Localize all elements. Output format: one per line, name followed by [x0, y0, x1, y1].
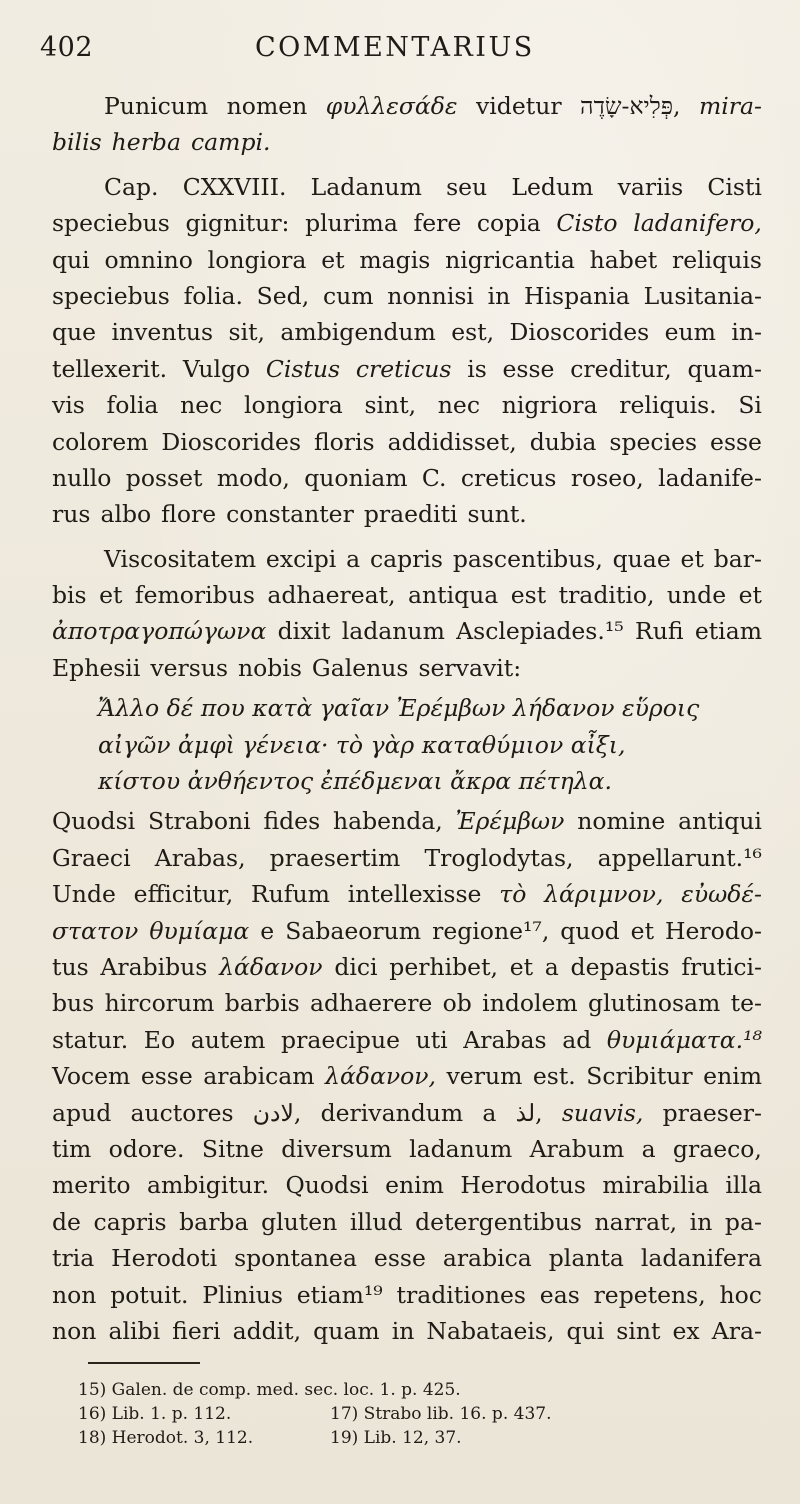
text-line: [52, 949, 762, 985]
word: enim: [385, 1171, 444, 1200]
word: Hispania: [524, 281, 630, 310]
word: لذ,: [515, 1098, 543, 1127]
word: bar-: [713, 544, 762, 573]
word: bis: [52, 581, 87, 610]
word: adhaereat,: [267, 581, 396, 610]
word: Sabaeorum: [285, 916, 422, 945]
text-line: [52, 1095, 762, 1131]
word: suavis,: [561, 1098, 644, 1127]
word: capris: [369, 544, 443, 573]
word: non: [52, 1280, 97, 1309]
word: Cistus: [265, 354, 341, 383]
word: illa: [725, 1171, 762, 1200]
word: nobis: [238, 653, 302, 682]
word: antiqua: [408, 581, 499, 610]
word: copia: [476, 209, 541, 238]
word: mirabilia: [602, 1171, 709, 1200]
word: repetens,: [593, 1280, 706, 1309]
word: Quodsi: [52, 807, 136, 836]
text-line: [52, 169, 762, 205]
word: nigriora: [501, 391, 598, 420]
text-line: [52, 1131, 762, 1167]
word: uti: [415, 1025, 448, 1054]
word: magis: [359, 245, 431, 274]
word: tria: [52, 1244, 95, 1273]
word: Ephesii: [52, 653, 141, 682]
word: ladanum: [409, 1134, 513, 1163]
word: intellexisse: [347, 880, 482, 909]
footnote: 16) Lib. 1. p. 112.: [78, 1404, 232, 1424]
word: praediti: [363, 500, 458, 529]
word: sit,: [228, 318, 266, 347]
word: θυμίαμα: [149, 916, 250, 945]
word: ob: [442, 989, 472, 1018]
text-line: [52, 314, 762, 350]
word: seu: [446, 172, 488, 201]
word: femoribus: [134, 581, 255, 610]
word: Viscositatem: [104, 544, 257, 573]
word: ambigendum: [280, 318, 436, 347]
word: species: [609, 427, 698, 456]
text-line: [52, 1022, 762, 1058]
text-line: [52, 242, 762, 278]
word: Herodoti: [111, 1244, 218, 1273]
word: traditio,: [558, 581, 655, 610]
word: פְּלִיא-שָׂדֶה,: [580, 92, 681, 120]
text-line: [52, 1313, 762, 1349]
text-line: [52, 876, 762, 912]
word: verum: [446, 1062, 523, 1091]
word: capris: [93, 1207, 167, 1236]
word: Graeci: [52, 843, 131, 872]
word: لادن,: [252, 1098, 302, 1127]
word: Quodsi: [285, 1171, 369, 1200]
word: appellarunt.¹⁶: [597, 843, 762, 872]
page-number: 402: [40, 32, 94, 63]
text-line: [52, 124, 762, 160]
word: auctores: [130, 1098, 234, 1127]
word: in: [689, 1207, 713, 1236]
word: sint: [616, 1316, 661, 1345]
word: merito: [52, 1171, 131, 1200]
word: Arabas: [463, 1025, 547, 1054]
word: cum: [322, 281, 374, 310]
word: herba: [111, 128, 181, 157]
word: longiora: [244, 391, 343, 420]
word: bus: [52, 989, 95, 1018]
word: servavit:: [418, 653, 522, 682]
word: nec: [437, 391, 481, 420]
word: roseo,: [570, 463, 644, 492]
word: ladanife-: [658, 463, 762, 492]
word: eas: [539, 1280, 580, 1309]
text-line: [52, 1058, 762, 1094]
footnote-rule: [88, 1362, 200, 1364]
word: bilis: [52, 128, 102, 157]
word: posset: [125, 463, 203, 492]
footnote: 15) Galen. de comp. med. sec. loc. 1. p. 425.: [78, 1380, 461, 1400]
word: is: [467, 354, 487, 383]
word: floris: [313, 427, 375, 456]
word: Ledum: [511, 172, 594, 201]
text-line: [52, 985, 762, 1021]
word: hoc: [719, 1280, 762, 1309]
word: statur.: [52, 1025, 129, 1054]
text-line: [52, 913, 762, 949]
footnote-row: [78, 1378, 758, 1402]
word: creditur,: [570, 354, 672, 383]
word: gluten: [261, 1207, 338, 1236]
body-text: [52, 88, 762, 1349]
word: ladanifera: [640, 1244, 762, 1273]
word: Herodo-: [665, 916, 762, 945]
word: albo: [100, 500, 152, 529]
verse-line: κίστου ἀνθήεντος ἐπέδμεναι ἄκρα πέτηλα.: [98, 767, 612, 796]
text-line: [52, 1167, 762, 1203]
word: Asclepiades.¹⁵: [456, 617, 624, 646]
word: Unde: [52, 880, 116, 909]
word: variis: [617, 172, 684, 201]
word: στατον: [52, 916, 139, 945]
word: dici: [334, 952, 378, 981]
word: Herodotus: [460, 1171, 586, 1200]
word: sint,: [364, 391, 417, 420]
word: Scribitur: [586, 1062, 693, 1091]
word: nec: [180, 391, 223, 420]
text-line: [52, 351, 762, 387]
word: praesertim: [269, 843, 401, 872]
word: praeser-: [662, 1098, 762, 1127]
word: mira-: [698, 92, 762, 120]
word: spontanea: [234, 1244, 357, 1273]
word: pascentibus,: [452, 544, 603, 573]
text-line: [52, 496, 762, 532]
text-line: [52, 650, 762, 686]
word: a: [544, 952, 559, 981]
word: Dioscorides: [509, 318, 650, 347]
word: excipi: [265, 544, 337, 573]
word: Rufum: [250, 880, 330, 909]
word: est.: [532, 1062, 576, 1091]
word: C.: [421, 463, 447, 492]
word: Arabibus: [100, 952, 208, 981]
word: adhaerere: [309, 989, 433, 1018]
word: quam-: [687, 354, 762, 383]
word: Galenus: [311, 653, 409, 682]
word: dixit: [277, 617, 331, 646]
word: reliquis: [671, 245, 762, 274]
word: apud: [52, 1098, 112, 1127]
page-header: [40, 32, 760, 72]
word: sunt.: [467, 500, 527, 529]
word: quam: [313, 1316, 380, 1345]
word: nomine: [577, 807, 666, 836]
word: barba: [179, 1207, 249, 1236]
word: Eo: [143, 1025, 176, 1054]
verse-quotation: [52, 690, 762, 799]
running-title: COMMENTARIUS: [255, 32, 535, 63]
paragraph-block-1: [52, 88, 762, 686]
word: antiqui: [678, 807, 762, 836]
word: qui: [52, 245, 90, 274]
word: narrat,: [594, 1207, 678, 1236]
word: λάδανον: [219, 952, 323, 981]
word: nomen: [226, 92, 308, 120]
word: odore.: [108, 1134, 185, 1163]
word: modo,: [216, 463, 290, 492]
word: flore: [161, 500, 217, 529]
word: in-: [731, 318, 762, 347]
word: esse: [710, 427, 762, 456]
word: Plinius: [202, 1280, 283, 1309]
word: hircorum: [104, 989, 215, 1018]
word: a: [346, 544, 361, 573]
word: et: [509, 952, 534, 981]
word: Cap.: [104, 172, 159, 201]
word: Vulgo: [182, 354, 251, 383]
footnote: 19) Lib. 12, 37.: [330, 1428, 462, 1448]
word: arabica: [442, 1244, 532, 1273]
word: λάριμνον,: [544, 880, 664, 909]
word: tellexerit.: [52, 354, 168, 383]
word: Sitne: [201, 1134, 264, 1163]
word: fides: [263, 807, 321, 836]
footnote-row: [78, 1426, 758, 1450]
word: de: [52, 1207, 81, 1236]
word: est,: [451, 318, 495, 347]
word: habet: [589, 245, 658, 274]
word: Cisti: [707, 172, 762, 201]
verse-line: αἰγῶν ἀμφὶ γένεια· τὸ γὰρ καταθύμιον αἶξι,: [98, 730, 626, 759]
word: et: [99, 581, 123, 610]
word: εὐωδέ-: [681, 880, 762, 909]
word: habenda,: [332, 807, 443, 836]
word: tus: [52, 952, 89, 981]
word: non: [52, 1316, 97, 1345]
word: depastis: [570, 952, 670, 981]
word: Nabataeis,: [426, 1316, 555, 1345]
word: glutinosam: [588, 989, 721, 1018]
word: Lusitania-: [643, 281, 762, 310]
word: ex: [672, 1316, 700, 1345]
word: a: [641, 1134, 656, 1163]
word: diversum: [281, 1134, 392, 1163]
word: fieri: [172, 1316, 221, 1345]
word: colorem: [52, 427, 149, 456]
word: folia.: [183, 281, 243, 310]
word: Ara-: [711, 1316, 762, 1345]
word: quod: [560, 916, 620, 945]
footnote-row: [78, 1402, 758, 1426]
word: ambigitur.: [146, 1171, 270, 1200]
word: quae: [612, 544, 671, 573]
text-line: [52, 88, 762, 124]
word: et: [321, 245, 345, 274]
word: indolem: [482, 989, 578, 1018]
text-line: [52, 803, 762, 839]
text-line: [52, 387, 762, 423]
word: quoniam: [304, 463, 408, 492]
word: folia: [106, 391, 159, 420]
word: regione¹⁷,: [432, 916, 550, 945]
word: arabicam: [203, 1062, 315, 1091]
word: traditiones: [396, 1280, 526, 1309]
word: derivandum: [320, 1098, 464, 1127]
word: enim: [703, 1062, 762, 1091]
footnote: 17) Strabo lib. 16. p. 437.: [330, 1404, 552, 1424]
word: a: [482, 1098, 497, 1127]
word: alibi: [108, 1316, 161, 1345]
word: ladanifero,: [633, 209, 762, 238]
word: esse: [502, 354, 555, 383]
word: inventus: [111, 318, 214, 347]
word: fere: [413, 209, 462, 238]
word: creticus: [460, 463, 557, 492]
word: autem: [190, 1025, 266, 1054]
word: creticus: [355, 354, 452, 383]
word: Straboni: [148, 807, 251, 836]
word: et: [680, 544, 704, 573]
word: speciebus: [52, 209, 170, 238]
word: efficitur,: [133, 880, 234, 909]
word: nonnisi: [387, 281, 474, 310]
word: τὸ: [499, 880, 527, 909]
word: Troglodytas,: [424, 843, 574, 872]
text-line: [52, 1204, 762, 1240]
word: campi.: [191, 128, 271, 157]
word: gignitur:: [185, 209, 290, 238]
word: θυμιάματα.¹⁸: [606, 1025, 762, 1054]
word: frutici-: [681, 952, 762, 981]
word: dubia: [529, 427, 597, 456]
word: addit,: [232, 1316, 302, 1345]
word: praecipue: [281, 1025, 401, 1054]
word: detergentibus: [415, 1207, 582, 1236]
word: ad: [562, 1025, 592, 1054]
word: Arabum: [529, 1134, 625, 1163]
text-line: [52, 840, 762, 876]
word: unde: [666, 581, 727, 610]
word: potuit.: [110, 1280, 189, 1309]
text-line: [52, 541, 762, 577]
word: CXXVIII.: [182, 172, 287, 201]
text-line: [52, 613, 762, 649]
text-line: [52, 205, 762, 241]
word: rus: [52, 500, 91, 529]
word: que: [52, 318, 97, 347]
word: ἀποτραγοπώγωνα: [52, 617, 267, 646]
word: tim: [52, 1134, 92, 1163]
word: Cisto: [556, 209, 618, 238]
word: in: [391, 1316, 415, 1345]
word: et: [630, 916, 655, 945]
word: addidisset,: [387, 427, 517, 456]
word: φυλλεσάδε: [325, 92, 458, 120]
footnotes: [78, 1378, 758, 1450]
word: nullo: [52, 463, 112, 492]
word: qui: [566, 1316, 605, 1345]
word: Ladanum: [310, 172, 422, 201]
word: plurima: [305, 209, 398, 238]
word: speciebus: [52, 281, 170, 310]
text-line: [52, 278, 762, 314]
paragraph-block-2: [52, 803, 762, 1349]
word: videtur: [476, 92, 562, 120]
word: Rufi: [635, 617, 684, 646]
word: planta: [548, 1244, 624, 1273]
word: pa-: [724, 1207, 762, 1236]
footnote: 18) Herodot. 3, 112.: [78, 1428, 254, 1448]
text-line: [52, 577, 762, 613]
text-line: [52, 460, 762, 496]
word: esse: [373, 1244, 426, 1273]
word: ladanum: [341, 617, 445, 646]
word: λάδανον,: [325, 1062, 437, 1091]
word: e: [260, 916, 275, 945]
word: omnino: [104, 245, 193, 274]
word: Arabas,: [154, 843, 246, 872]
word: longiora: [207, 245, 307, 274]
word: constanter: [226, 500, 354, 529]
text-line: [52, 424, 762, 460]
word: Punicum: [104, 92, 209, 120]
text-line: [52, 1240, 762, 1276]
word: Sed,: [256, 281, 310, 310]
word: barbis: [224, 989, 300, 1018]
word: nigricantia: [445, 245, 575, 274]
text-line: [52, 1277, 762, 1313]
word: Vocem: [52, 1062, 131, 1091]
word: etiam¹⁹: [296, 1280, 383, 1309]
verse-line: Ἄλλο δέ που κατὰ γαῖαν Ἐρέμβων λήδανον εὕροις: [98, 694, 700, 723]
word: in: [487, 281, 511, 310]
word: et: [738, 581, 762, 610]
word: graeco,: [672, 1134, 762, 1163]
word: esse: [140, 1062, 193, 1091]
word: illud: [349, 1207, 403, 1236]
word: Dioscorides: [161, 427, 302, 456]
word: Si: [738, 391, 762, 420]
word: te-: [730, 989, 762, 1018]
word: vis: [52, 391, 85, 420]
word: etiam: [694, 617, 762, 646]
word: est: [510, 581, 547, 610]
word: Ἐρέμβων: [455, 807, 565, 836]
word: eum: [664, 318, 716, 347]
word: perhibet,: [389, 952, 498, 981]
word: versus: [150, 653, 229, 682]
word: reliquis.: [619, 391, 717, 420]
